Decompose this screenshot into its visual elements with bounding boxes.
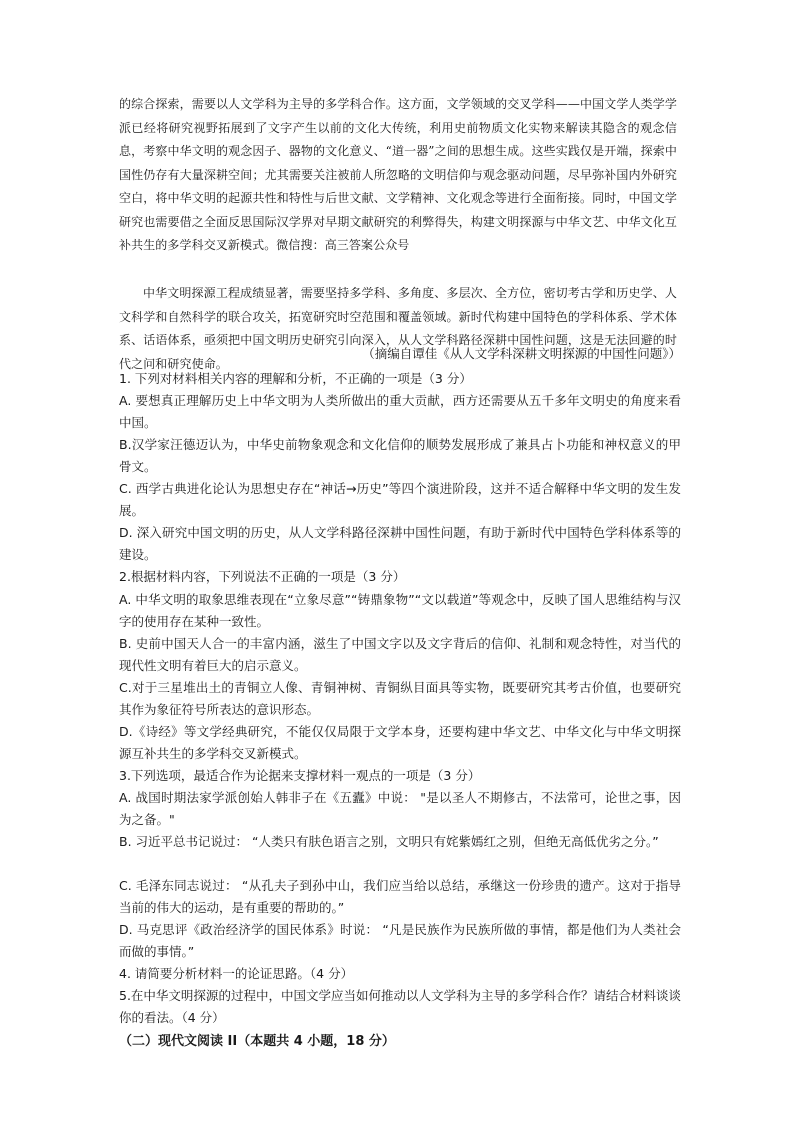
question-2-option-d: D.《诗经》等文学经典研究，不能仅仅局限于文学本身，还要构建中华文艺、中华文化与中华文明探源互补共生的多学科交叉新模式。 xyxy=(119,724,681,761)
question-2-option-c: C.对于三星堆出土的青铜立人像、青铜神树、青铜纵目面具等实物，既要研究其考古价值，也要研究其作为象征符号所表达的意识形态。 xyxy=(119,680,681,717)
question-3-stem: 3.下列选项，最适合作为论据来支撑材料一观点的一项是（3 分） xyxy=(119,768,481,783)
passage-paragraph-1: 的综合探索，需要以人文学科为主导的多学科合作。这方面，文学领域的交叉学科——中国文学人类学学派已经将研究视野拓展到了文字产生以前的文化大传统，利用史前物质文化实物来解读其隐含的观念信息，考察中华文明的观念因子、器物的文化意义、“道一器”之间的思想生成。这些实践仅是开端，探索中国性仍存有大量深耕空间；尤其需要关注被前人所忽略的文明信仰与观念驱动问题，尽早弥补国内外研究空白，将中华文明的起源共性和特性与后世文献、文学精神、文化观念等进行全面衔接。同时，中国文学研究也需要借之全面反思国际汉学界对早期文献研究的利弊得失，构建文明探源与中华文艺、中华文化互补共生的多学科交叉新模式。微信搜：高三答案公众号 xyxy=(119,97,677,252)
passage-source: （摘编自谭佳《从人文学科深耕文明探源的中国性问题》） xyxy=(362,346,681,361)
question-3-option-c: C. 毛泽东同志说过： “从孔夫子到孙中山，我们应当给以总结，承继这一份珍贵的遗产。这对于指导当前的伟大的运动，是有重要的帮助的。” xyxy=(119,878,681,915)
question-1-option-a: A. 要想真正理解历史上中华文明为人类所做出的重大贡献，西方还需要从五千多年文明史的角度来看中国。 xyxy=(119,393,681,430)
question-1-stem: 1. 下列对材料相关内容的理解和分析，不正确的一项是（3 分） xyxy=(119,371,472,386)
question-3-option-b: B. 习近平总书记说过： “人类只有肤色语言之别，文明只有姹紫嫣红之别，但绝无高低优劣之分。” xyxy=(119,834,659,849)
question-3-option-d: D. 马克思评《政治经济学的国民体系》时说： “凡是民族作为民族所做的事情，都是他们为人类社会而做的事情。” xyxy=(119,922,681,959)
question-4: 4. 请简要分析材料一的论证思路。（4 分） xyxy=(119,966,354,981)
section-heading: （二）现代文阅读 II（本题共 4 小题，18 分） xyxy=(119,1034,395,1049)
question-2-option-b: B. 史前中国天人合一的丰富内涵，滋生了中国文字以及文字背后的信仰、礼制和观念特性，对当代的现代性文明有着巨大的启示意义。 xyxy=(119,636,681,673)
question-2-option-a: A. 中华文明的取象思维表现在“立象尽意”“铸鼎象物”“文以载道”等观念中，反映了国人思维结构与汉字的使用存在某种一致性。 xyxy=(119,592,681,629)
question-3-option-a: A. 战国时期法家学派创始人韩非子在《五蠹》中说： "是以圣人不期修古，不法常可，论世之事，因为之备。" xyxy=(119,790,681,827)
passage-paragraph-2: 中华文明探源工程成绩显著，需要坚持多学科、多角度、多层次、全方位，密切考古学和历史学、人文科学和自然科学的联合攻关，拓宽研究时空范围和覆盖领域。新时代构建中国特色的学科体系、学术体系、话语体系，亟须把中国文明历史研究引向深入，从人文学科路径深耕中国性问题，这是无法回避的时代之问和研究使命。 xyxy=(119,286,677,371)
question-1-option-b: B.汉学家汪德迈认为，中华史前物象观念和文化信仰的顺势发展形成了兼具占卜功能和神权意义的甲骨文。 xyxy=(119,437,681,474)
question-5: 5.在中华文明探源的过程中，中国文学应当如何推动以人文学科为主导的多学科合作？请结合材料谈谈你的看法。（4 分） xyxy=(119,988,681,1025)
question-2-stem: 2.根据材料内容，下列说法不正确的一项是（3 分） xyxy=(119,569,406,584)
question-1-option-d: D. 深入研究中国文明的历史，从人文学科路径深耕中国性问题，有助于新时代中国特色学科体系等的建设。 xyxy=(119,525,681,562)
question-1-option-c: C. 西学古典进化论认为思想史存在“神话→历史”等四个演进阶段，这并不适合解释中华文明的发生发展。 xyxy=(119,481,681,518)
